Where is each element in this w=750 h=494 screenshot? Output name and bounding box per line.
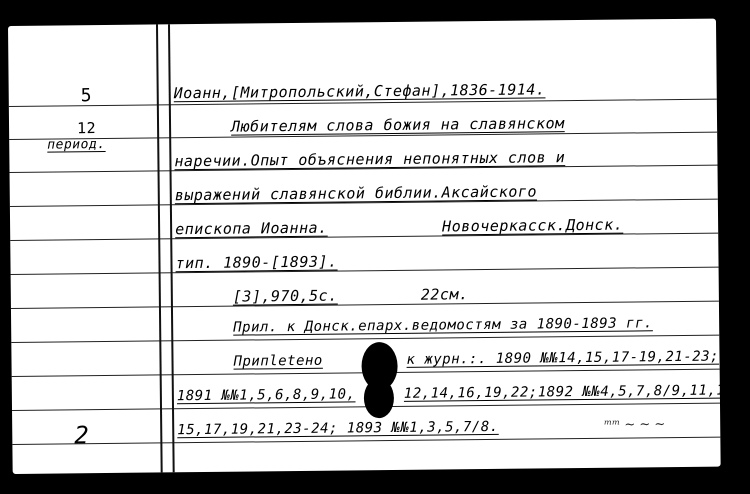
catalog-card [8,19,744,474]
bound-note-issues-3: 12,14,16,19,22;1892 №№4,5,7,8/9,11,13, [403,382,744,402]
supplement-note: Прил. к Донск.епарх.ведомостям за 1890-1893 гг. [233,315,653,336]
section-label: период. [47,136,106,153]
ruled-line [11,267,719,275]
pagination: [3],970,5с. [232,286,338,306]
ink-blot [364,378,394,418]
title-line-4: епископа Иоанна. [175,218,328,239]
ruled-line [11,301,719,309]
bound-note-label: Припletено [233,352,323,370]
imprint-publisher: тип. 1890-[1893]. [175,252,338,273]
shelf-number: 12 [76,119,97,138]
bottom-left-mark: 2 [74,421,90,450]
title-line-3: выражений славянской библии.Аксайского [174,182,538,205]
author-heading: Иоанн,[Митропольский,Стефан],1836-1914. [173,80,546,103]
bottom-right-scribble: ᵐᵐ ~ ~ ~ [604,417,666,433]
bound-note-issues-2: 1891 №№1,5,6,8,9,10, [176,386,356,405]
imprint-place: Новочеркасск.Донск. [442,215,624,236]
bound-note-issues-4: 15,17,19,21,23-24; 1893 №№1,3,5,7/8. [177,418,499,439]
call-number: 5 [80,85,93,107]
dimensions: 22см. [420,285,469,304]
title-line-2: наречии.Опыт объяснения непонятных слов и [174,148,566,171]
margin-line [156,24,163,472]
title-line-1: Любителям слова божия на славянском [230,114,565,136]
bound-note-issues-1: к журн.:. 1890 №№14,15,17-19,21-23; [406,348,720,368]
ruled-line [11,335,719,343]
ruled-line [10,233,718,241]
ruled-line [12,437,720,445]
